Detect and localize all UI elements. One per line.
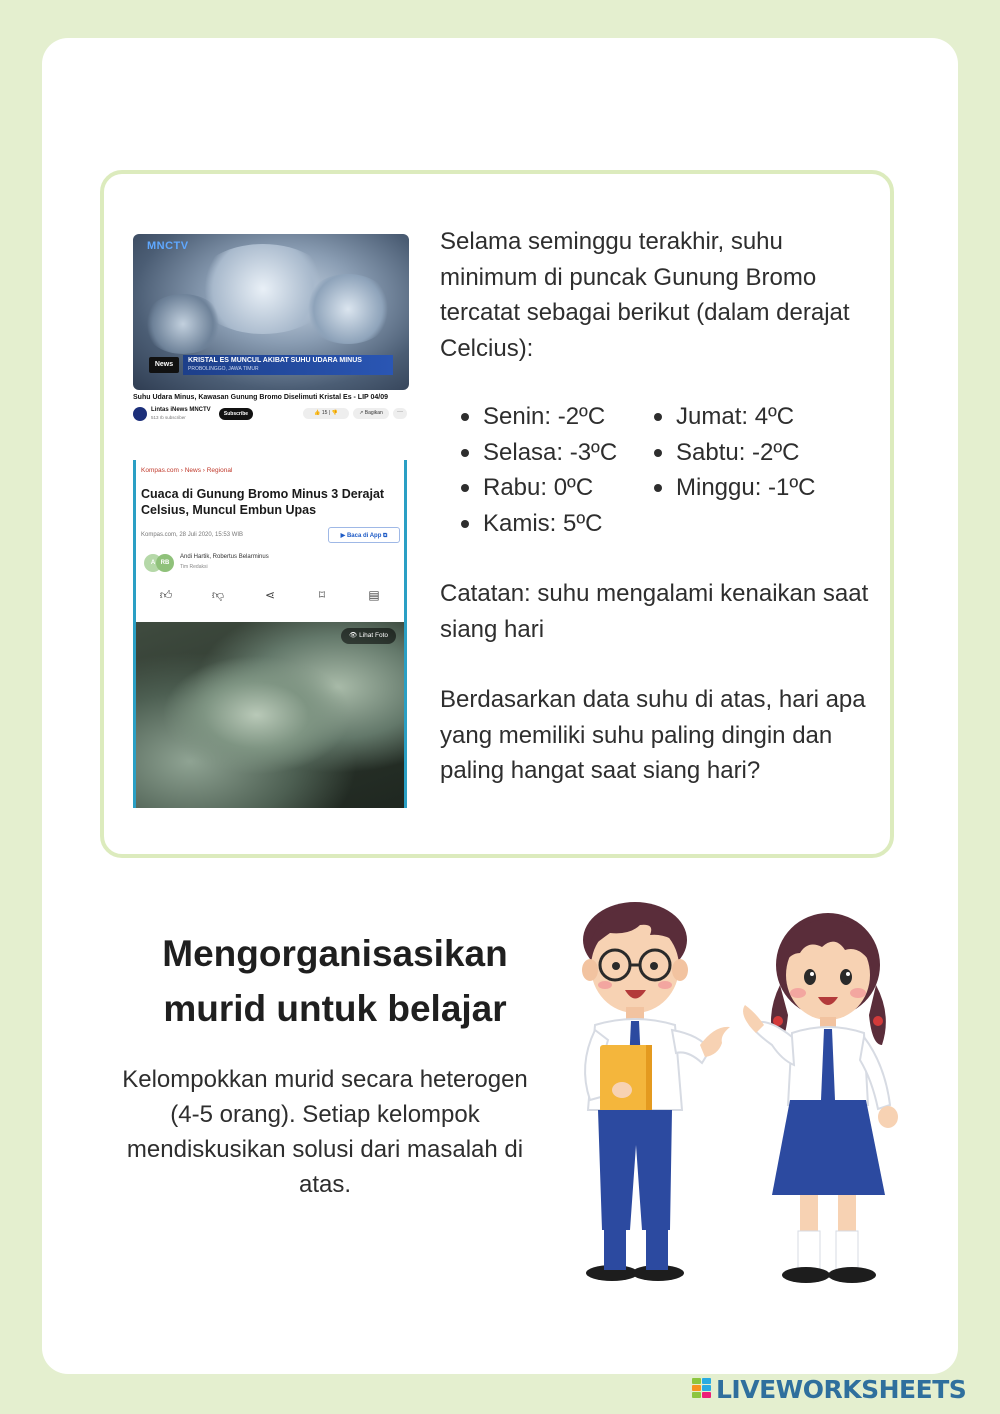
- temperature-item: Minggu: -1ºC: [648, 470, 816, 506]
- note-text: Catatan: suhu mengalami kenaikan saat siang hari: [440, 580, 869, 643]
- thumbs-up-icon: 👍︎: [159, 588, 173, 602]
- comment-icon: ▤: [368, 588, 380, 602]
- news-video-screenshot: [133, 234, 409, 424]
- thumbs-down-icon: 👎︎: [211, 588, 225, 602]
- news-banner-title: KRISTAL ES MUNCUL AKIBAT SUHU UDARA MINUS: [188, 357, 362, 364]
- article-breadcrumb: Kompas.com › News › Regional: [141, 467, 233, 474]
- video-title: Suhu Udara Minus, Kawasan Gunung Bromo Diselimuti Kristal Es - LIP 04/09: [133, 394, 389, 401]
- liveworksheets-wordmark: LIVEWORKSHEETS: [716, 1374, 967, 1404]
- share-pill: ↗ Bagikan: [353, 408, 389, 419]
- article-team: Tim Redaksi: [180, 564, 208, 570]
- article-date: Kompas.com, 28 Juli 2020, 15:53 WIB: [141, 532, 244, 538]
- girl-student-illustration: [743, 913, 898, 1283]
- news-article-screenshot: [133, 460, 407, 808]
- temperature-item: Sabtu: -2ºC: [648, 435, 816, 471]
- share-icon: ⋖: [264, 588, 276, 602]
- temperature-item: Jumat: 4ºC: [648, 399, 816, 435]
- temperature-list-2: [648, 399, 816, 506]
- boy-student-illustration: [582, 902, 730, 1281]
- news-banner-location: PROBOLINGGO, JAWA TIMUR: [188, 366, 259, 372]
- channel-name: Lintas iNews MNCTV: [151, 407, 211, 413]
- temperature-item: Selasa: -3ºC: [455, 435, 617, 471]
- subscribe-button: Subscribe: [219, 408, 253, 420]
- mnctv-logo: MNCTV: [147, 240, 189, 252]
- temperature-list-1: [455, 399, 617, 541]
- article-title: Cuaca di Gunung Bromo Minus 3 Derajat Celsius, Muncul Embun Upas: [141, 487, 385, 517]
- news-banner: [183, 355, 393, 375]
- view-photo-label: 👁 Lihat Foto: [341, 628, 396, 644]
- liveworksheets-logo-icon: [692, 1378, 712, 1400]
- channel-avatar: [133, 407, 147, 421]
- question-text: Berdasarkan data suhu di atas, hari apa yang memiliki suhu paling dingin dan paling hangat saat siang hari?: [440, 686, 866, 784]
- intro-text: Selama seminggu terakhir, suhu minimum di puncak Gunung Bromo tercatat sebagai berikut (dalam derajat Celcius):: [440, 228, 850, 362]
- article-authors: Andi Hartik, Robertus Belarminus: [180, 554, 269, 560]
- liveworksheets-brand: [692, 1374, 966, 1404]
- students-illustration: [560, 895, 910, 1290]
- frost-plant-photo: [136, 622, 404, 808]
- author-avatars: [144, 554, 176, 572]
- like-dislike-pill: 👍 15 | 👎: [303, 408, 349, 419]
- read-in-app-button: ▶ Baca di App ⧉: [328, 527, 400, 543]
- more-options-icon: ···: [393, 408, 407, 419]
- temperature-item: Rabu: 0ºC: [455, 470, 617, 506]
- news-badge: News: [149, 357, 179, 373]
- author-avatar: RB: [156, 554, 174, 572]
- instruction-text: Kelompokkan murid secara heterogen (4-5 orang). Setiap kelompok mendiskusikan solusi dari masalah di atas.: [122, 1066, 528, 1198]
- bookmark-icon: ⌑: [318, 588, 326, 602]
- temperature-item: Senin: -2ºC: [455, 399, 617, 435]
- article-action-icons: [136, 588, 404, 608]
- temperature-item: Kamis: 5ºC: [455, 506, 617, 542]
- channel-subscribers: 513 rb subscriber: [151, 415, 186, 420]
- video-thumbnail: [133, 234, 409, 390]
- section-heading: Mengorganisasikan murid untuk belajar: [162, 933, 508, 1029]
- author-avatar: A: [144, 554, 162, 572]
